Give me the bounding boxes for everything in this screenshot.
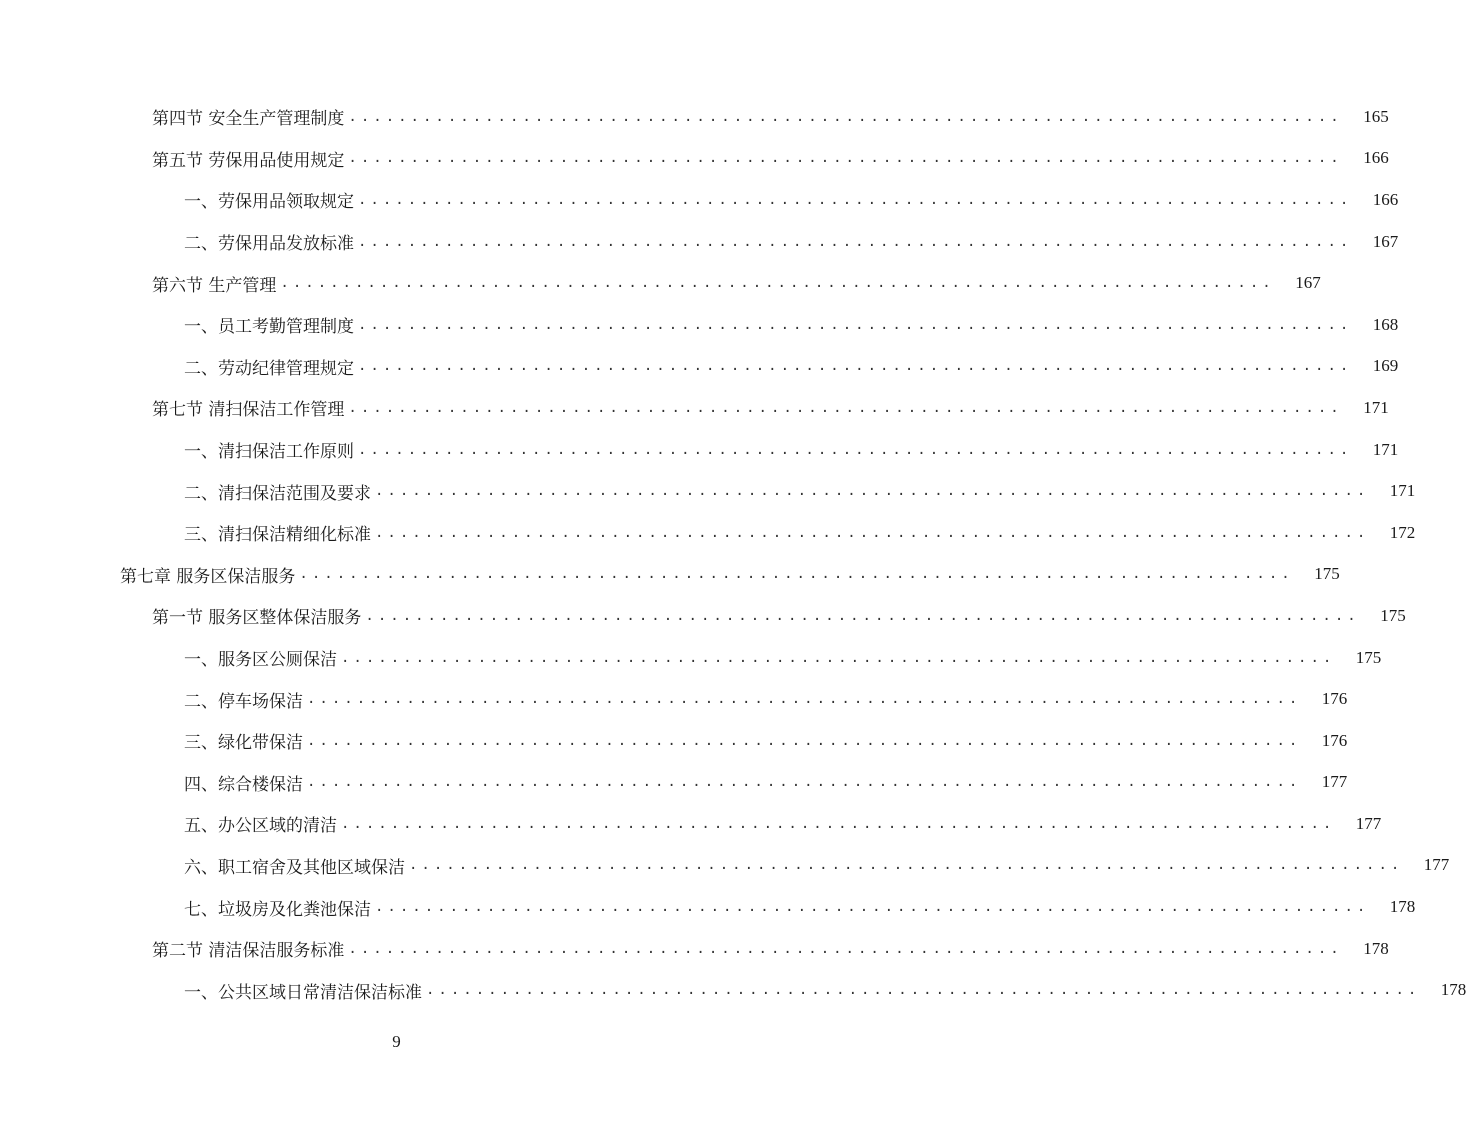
toc-entry-title: 二、停车场保洁: [184, 691, 303, 712]
toc-entry-title: 第二节 清洁保洁服务标准: [152, 941, 345, 962]
toc-entry-title: 一、清扫保洁工作原则: [184, 442, 354, 463]
toc-entry-title: 三、清扫保洁精细化标准: [184, 525, 371, 546]
toc-entry-title: 一、服务区公厕保洁: [184, 650, 337, 671]
toc-entry[interactable]: [0, 221, 1399, 263]
toc-entry-title: 第一节 服务区整体保洁服务: [152, 608, 362, 629]
toc-entry-page-number: 169: [1372, 356, 1399, 376]
toc-dot-leader: ................................................................................: [307, 732, 1302, 749]
toc-entry[interactable]: [0, 512, 1416, 554]
toc-dot-leader: ................................................................................: [307, 691, 1302, 708]
toc-entry-title: 六、职工宿舍及其他区域保洁: [184, 857, 405, 878]
toc-entry[interactable]: [0, 969, 1466, 1011]
toc-entry-page-number: 167: [1295, 273, 1321, 293]
toc-entry-page-number: 166: [1372, 189, 1399, 209]
toc-entry-page-number: 177: [1355, 813, 1382, 833]
table-of-contents: [0, 96, 1466, 1011]
toc-dot-leader: ................................................................................: [375, 899, 1370, 916]
toc-entry-page-number: 165: [1363, 106, 1389, 126]
toc-dot-leader: ................................................................................: [348, 399, 1343, 416]
toc-dot-leader: ................................................................................: [280, 275, 1275, 292]
toc-entry-page-number: 176: [1321, 689, 1348, 709]
toc-entry[interactable]: [0, 387, 1389, 429]
toc-entry[interactable]: [0, 595, 1406, 637]
toc-entry[interactable]: [0, 845, 1450, 887]
toc-entry[interactable]: [0, 928, 1389, 970]
toc-dot-leader: ................................................................................: [358, 316, 1353, 333]
toc-entry-title: 第五节 劳保用品使用规定: [152, 150, 345, 171]
toc-entry-page-number: 175: [1314, 564, 1340, 584]
toc-entry-page-number: 176: [1321, 730, 1348, 750]
toc-dot-leader: ................................................................................: [426, 982, 1421, 999]
toc-entry[interactable]: [0, 554, 1340, 596]
toc-entry[interactable]: [0, 304, 1399, 346]
toc-dot-leader: ................................................................................: [348, 108, 1343, 125]
toc-dot-leader: ................................................................................: [365, 607, 1360, 624]
toc-entry[interactable]: [0, 179, 1399, 221]
toc-dot-leader: ................................................................................: [341, 815, 1336, 832]
toc-entry[interactable]: [0, 720, 1348, 762]
toc-dot-leader: ................................................................................: [375, 483, 1370, 500]
toc-entry[interactable]: [0, 886, 1416, 928]
toc-entry-title: 二、清扫保洁范围及要求: [184, 483, 371, 504]
toc-entry[interactable]: [0, 637, 1382, 679]
toc-entry[interactable]: [0, 262, 1321, 304]
toc-dot-leader: ................................................................................: [358, 191, 1353, 208]
toc-entry-page-number: 171: [1372, 439, 1399, 459]
toc-dot-leader: ................................................................................: [358, 441, 1353, 458]
toc-entry-title: 第七节 清扫保洁工作管理: [152, 400, 345, 421]
toc-entry-title: 三、绿化带保洁: [184, 733, 303, 754]
toc-entry-page-number: 167: [1372, 231, 1399, 251]
toc-entry-title: 一、员工考勤管理制度: [184, 317, 354, 338]
toc-entry-title: 第六节 生产管理: [152, 275, 277, 296]
toc-dot-leader: ................................................................................: [299, 566, 1294, 583]
toc-entry[interactable]: [0, 762, 1348, 804]
toc-entry-page-number: 175: [1380, 605, 1406, 625]
toc-entry-page-number: 178: [1363, 938, 1389, 958]
toc-entry-page-number: 177: [1321, 772, 1348, 792]
toc-entry-page-number: 177: [1423, 855, 1450, 875]
toc-entry-title: 一、公共区域日常清洁保洁标准: [184, 982, 422, 1003]
toc-entry-page-number: 172: [1389, 522, 1416, 542]
toc-dot-leader: ................................................................................: [341, 649, 1336, 666]
toc-entry[interactable]: [0, 429, 1399, 471]
toc-dot-leader: ................................................................................: [348, 150, 1343, 167]
toc-dot-leader: ................................................................................: [375, 524, 1370, 541]
toc-entry[interactable]: [0, 96, 1389, 138]
toc-entry-page-number: 171: [1389, 481, 1416, 501]
toc-entry-page-number: 178: [1389, 897, 1416, 917]
toc-entry[interactable]: [0, 678, 1348, 720]
toc-entry-page-number: 171: [1363, 397, 1389, 417]
toc-entry-title: 第四节 安全生产管理制度: [152, 109, 345, 130]
toc-entry-title: 四、综合楼保洁: [184, 774, 303, 795]
toc-entry-page-number: 175: [1355, 647, 1382, 667]
toc-entry-title: 一、劳保用品领取规定: [184, 192, 354, 213]
toc-entry-title: 第七章 服务区保洁服务: [120, 566, 296, 587]
toc-entry[interactable]: [0, 470, 1416, 512]
toc-dot-leader: ................................................................................: [358, 233, 1353, 250]
toc-dot-leader: ................................................................................: [409, 857, 1404, 874]
toc-entry-page-number: 166: [1363, 148, 1389, 168]
toc-dot-leader: ................................................................................: [348, 940, 1343, 957]
toc-entry[interactable]: [0, 138, 1389, 180]
toc-entry[interactable]: [0, 803, 1382, 845]
toc-dot-leader: ................................................................................: [358, 358, 1353, 375]
toc-entry-page-number: 168: [1372, 314, 1399, 334]
toc-entry-title: 二、劳动纪律管理规定: [184, 358, 354, 379]
toc-dot-leader: ................................................................................: [307, 774, 1302, 791]
toc-entry-title: 五、办公区域的清洁: [184, 816, 337, 837]
toc-entry-page-number: 178: [1440, 980, 1466, 1000]
toc-entry[interactable]: [0, 346, 1399, 388]
page-number: 9: [392, 1032, 401, 1051]
toc-entry-title: 二、劳保用品发放标准: [184, 234, 354, 255]
toc-entry-title: 七、垃圾房及化粪池保洁: [184, 899, 371, 920]
